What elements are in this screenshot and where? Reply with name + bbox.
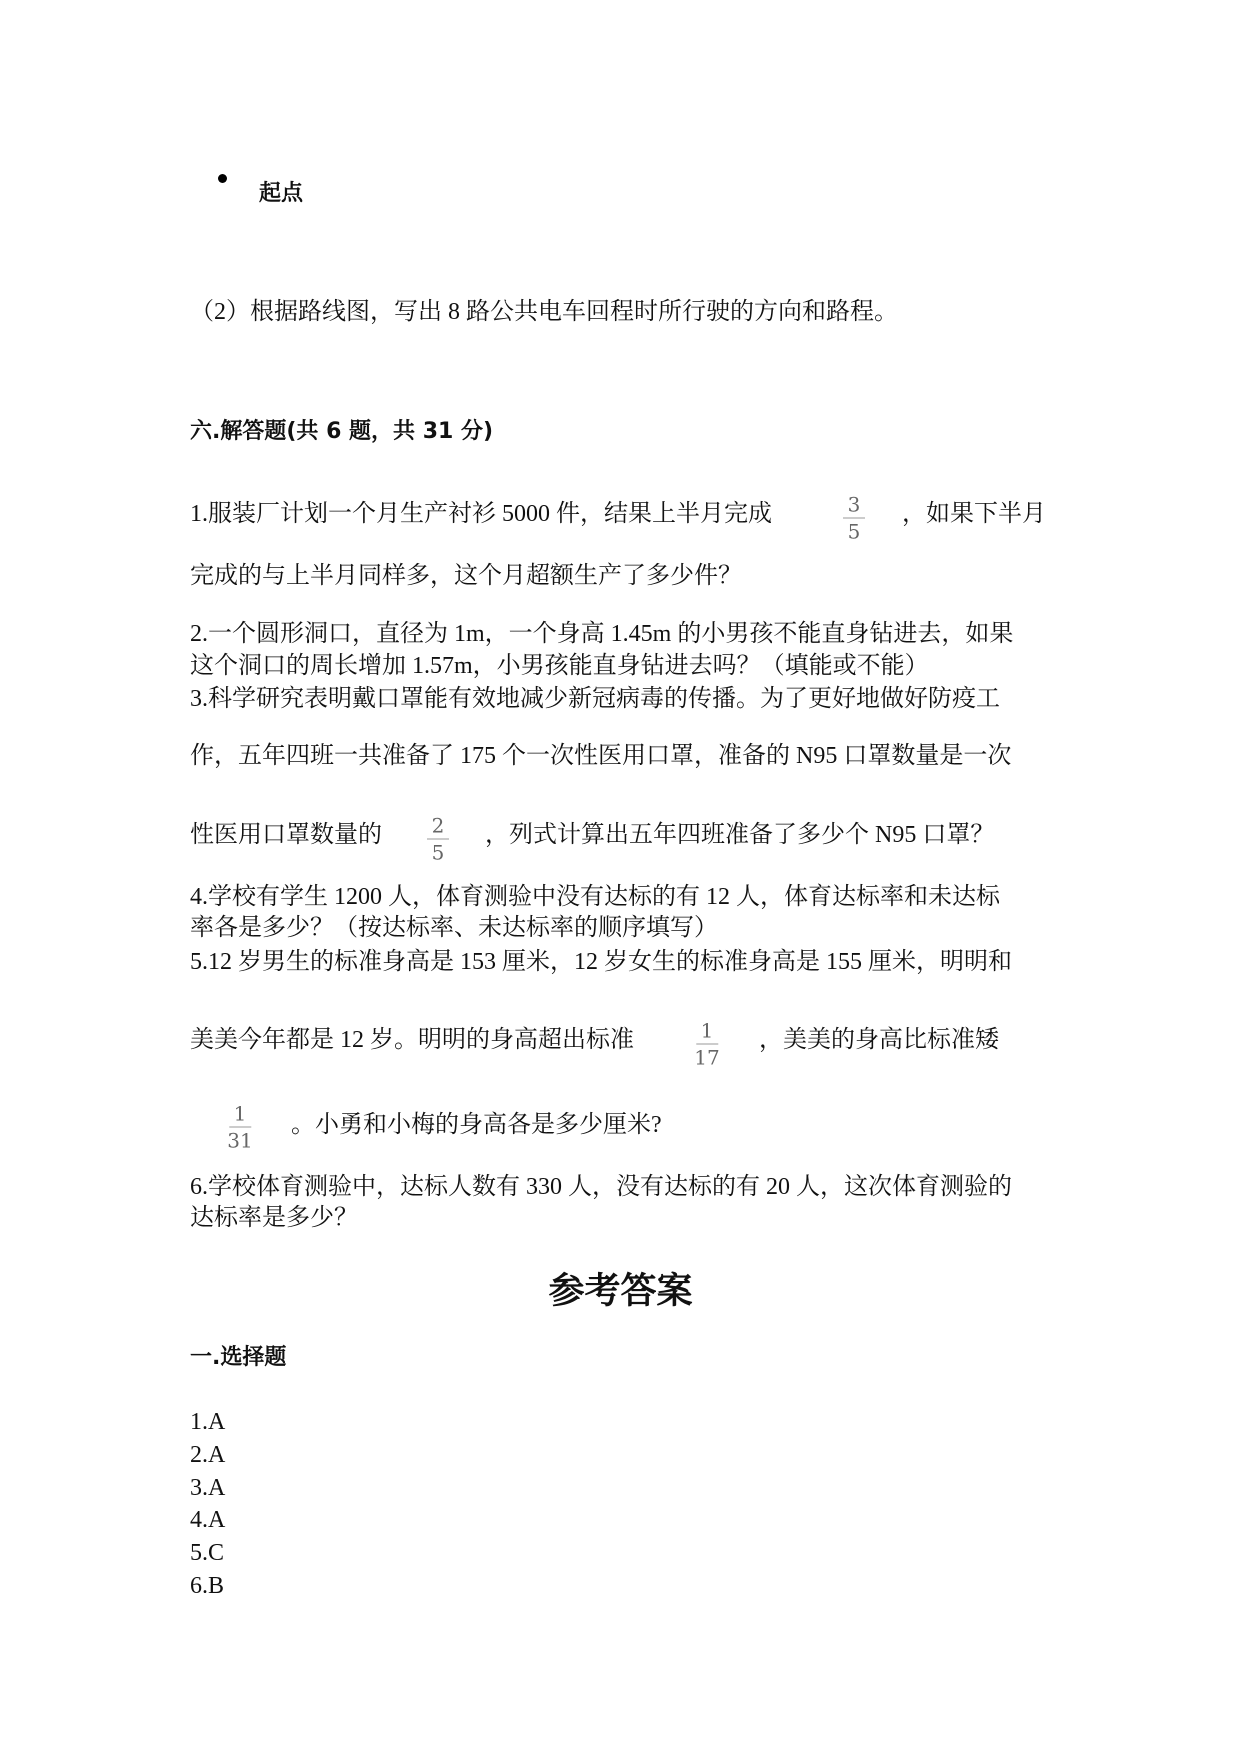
fraction-1-31: [227, 1103, 252, 1152]
fraction-2-5: [427, 815, 449, 864]
start-point-label: 起点: [259, 181, 304, 206]
section-heading: 六.解答题(共 6 题，共 31 分): [190, 419, 494, 444]
answer-item: 1.A: [190, 1409, 226, 1435]
fraction-denominator: 31: [227, 1128, 253, 1153]
q4-line-1: 4.学校有学生 1200 人，体育测验中没有达标的有 12 人，体育达标率和未达标: [190, 884, 1000, 910]
fraction-numerator: 2: [431, 813, 445, 838]
fraction-numerator: 3: [847, 492, 861, 517]
answer-item: 5.C: [190, 1540, 225, 1566]
q2-line-2: 这个洞口的周长增加 1.57m，小男孩能直身钻进去吗？（填能或不能）: [190, 653, 929, 679]
answers-title: 参考答案: [548, 1270, 693, 1312]
start-point-marker: [218, 174, 227, 183]
q1-line-1-tail: ，如果下半月: [902, 501, 1046, 527]
q5-line-2: 美美今年都是 12 岁。明明的身高超出标准: [190, 1027, 634, 1053]
q1-line-1: 1.服装厂计划一个月生产衬衫 5000 件，结果上半月完成: [190, 501, 772, 527]
fraction-denominator: 5: [847, 519, 861, 544]
q4-line-2: 率各是多少？（按达标率、未达标率的顺序填写）: [190, 915, 718, 941]
q3-line-2: 作，五年四班一共准备了 175 个一次性医用口罩，准备的 N95 口罩数量是一次: [190, 743, 1012, 769]
answer-item: 3.A: [190, 1475, 226, 1501]
fraction-denominator: 17: [694, 1045, 720, 1070]
fraction-denominator: 5: [431, 840, 445, 865]
answer-item: 4.A: [190, 1507, 226, 1533]
answers-section-heading: 一.选择题: [190, 1345, 287, 1370]
q3-line-3: 性医用口罩数量的: [190, 822, 382, 848]
fraction-numerator: 1: [700, 1018, 714, 1043]
q3-line-1: 3.科学研究表明戴口罩能有效地减少新冠病毒的传播。为了更好地做好防疫工: [190, 686, 1000, 712]
q3-line-3-tail: ，列式计算出五年四班准备了多少个 N95 口罩？: [485, 822, 995, 848]
fraction-3-5: [843, 494, 865, 543]
q1-line-2: 完成的与上半月同样多，这个月超额生产了多少件？: [190, 563, 742, 589]
q6-line-2: 达标率是多少？: [190, 1205, 358, 1231]
fraction-numerator: 1: [233, 1101, 247, 1126]
q6-line-1: 6.学校体育测验中，达标人数有 330 人，没有达标的有 20 人，这次体育测验的: [190, 1174, 1012, 1200]
q5-line-2-tail: ，美美的身高比标准矮: [759, 1027, 999, 1053]
q5-line-1: 5.12 岁男生的标准身高是 153 厘米，12 岁女生的标准身高是 155 厘米，明明和: [190, 949, 1012, 975]
answer-item: 6.B: [190, 1573, 225, 1599]
question-part-2: （2）根据路线图，写出 8 路公共电车回程时所行驶的方向和路程。: [190, 299, 898, 325]
answer-item: 2.A: [190, 1442, 226, 1468]
q5-line-3: 。小勇和小梅的身高各是多少厘米?: [291, 1112, 662, 1138]
fraction-1-17: [694, 1020, 719, 1069]
q2-line-1: 2.一个圆形洞口，直径为 1m，一个身高 1.45m 的小男孩不能直身钻进去，如果: [190, 621, 1014, 647]
